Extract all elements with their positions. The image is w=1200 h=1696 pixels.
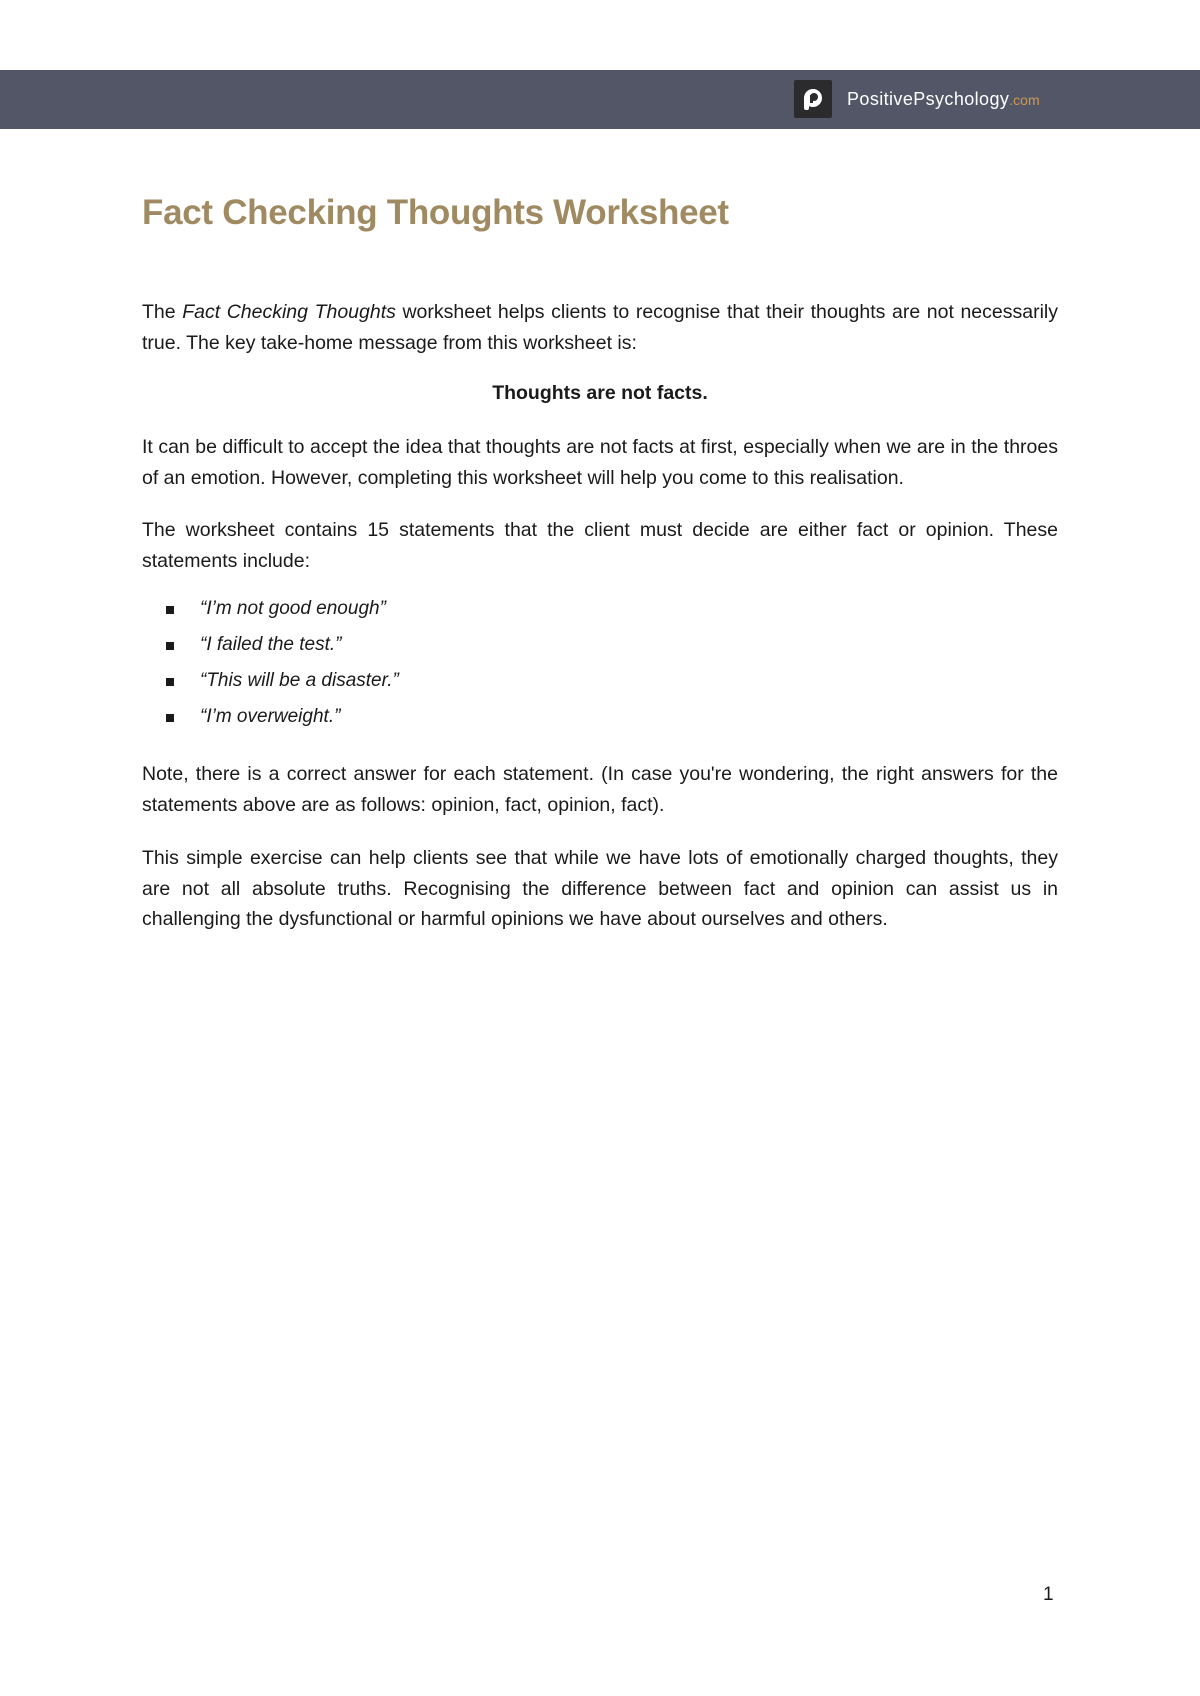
bullet-square-icon <box>166 642 174 650</box>
bullet-square-icon <box>166 714 174 722</box>
logo-mark-icon <box>794 80 832 118</box>
intro-italic: Fact Checking Thoughts <box>182 301 396 323</box>
statement-list <box>142 594 1058 738</box>
bullet-text: “This will be a disaster.” <box>200 670 399 691</box>
list-item <box>142 594 1058 630</box>
intro-paragraph <box>142 297 1058 358</box>
page-number: 1 <box>1043 1584 1054 1605</box>
page-title: Fact Checking Thoughts Worksheet <box>142 193 729 232</box>
paragraph-note: Note, there is a correct answer for each statement. (In case you're wondering, the right answers for the statements above are as follows: opinion, fact, opinion, fact). <box>142 763 1058 816</box>
bullet-text: “I’m overweight.” <box>200 706 341 727</box>
logo-p-icon <box>800 86 826 112</box>
paragraph-statements: The worksheet contains 15 statements that the client must decide are either fact or opinion. These statements include: <box>142 519 1058 572</box>
bullet-square-icon <box>166 606 174 614</box>
bullet-text: “I’m not good enough” <box>200 598 386 619</box>
brand-logo[interactable] <box>794 79 1040 119</box>
bullet-square-icon <box>166 678 174 686</box>
logo-tld: .com <box>1009 91 1040 108</box>
list-item <box>142 702 1058 738</box>
paragraph-difficulty: It can be difficult to accept the idea that thoughts are not facts at first, especially when we are in the throes of an emotion. However, completing this worksheet will help you come to this realisation. <box>142 436 1058 489</box>
bullet-text: “I failed the test.” <box>200 634 342 655</box>
key-message: Thoughts are not facts. <box>492 382 708 404</box>
intro-prefix: The <box>142 301 183 323</box>
list-item <box>142 630 1058 666</box>
intro-rest: worksheet helps clients to recognise that their thoughts are not necessarily true. The key take-home message from this worksheet is: <box>142 301 1058 354</box>
logo-wordmark <box>847 89 1040 110</box>
logo-name: PositivePsychology <box>847 88 1010 109</box>
paragraph-exercise: This simple exercise can help clients see that while we have lots of emotionally charged thoughts, they are not all absolute truths. Recognising the difference between fact and opinion can assist us in challenging the dysfunctional or harmful opinions we have about ourselves and others. <box>142 847 1058 930</box>
header-bar <box>0 70 1200 129</box>
list-item <box>142 666 1058 702</box>
